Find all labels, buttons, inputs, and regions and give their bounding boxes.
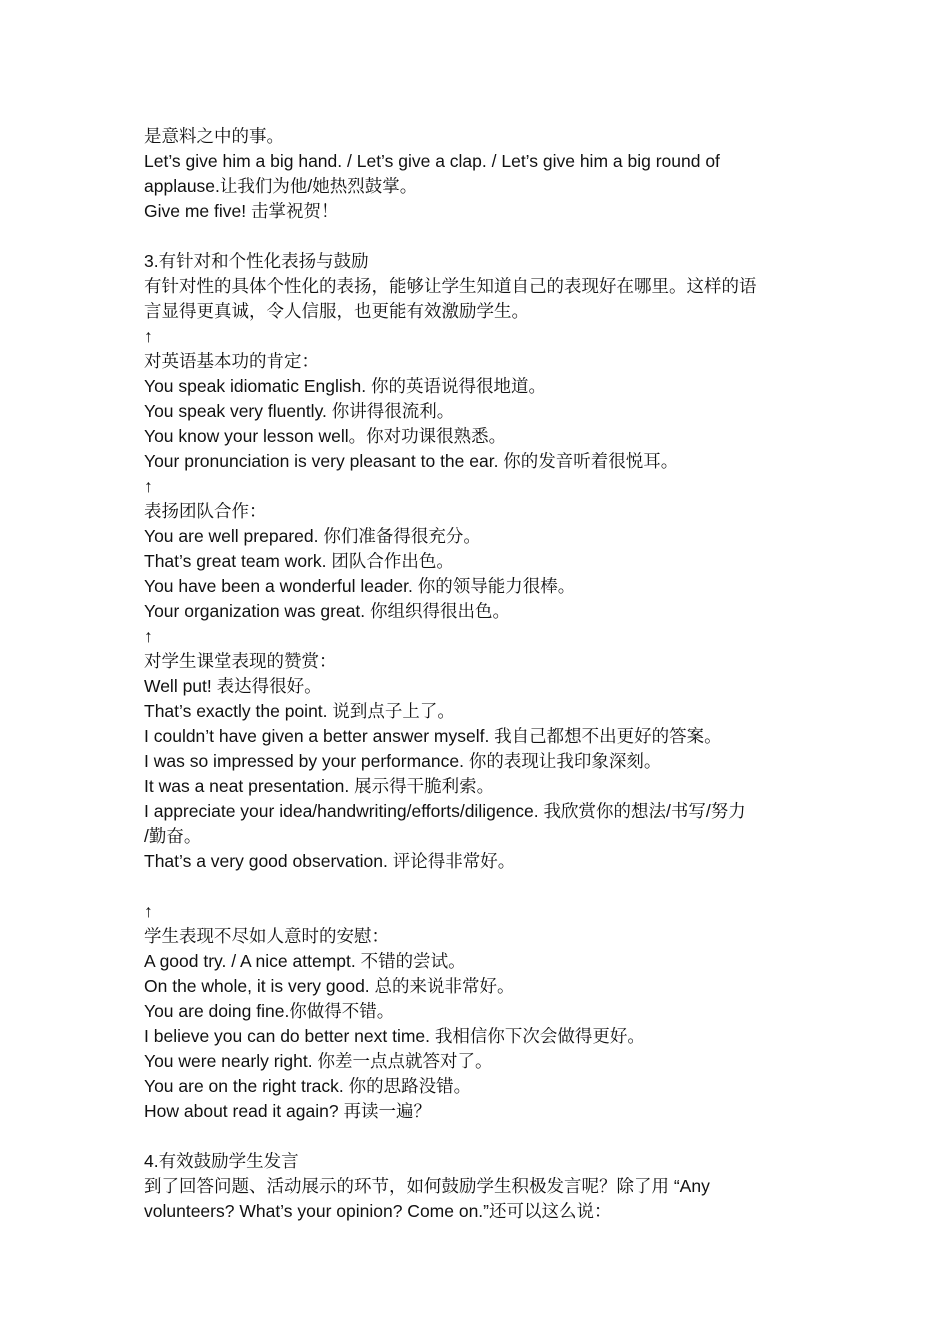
arrow-marker: ↑ [144, 901, 153, 921]
text-line: Your organization was great. 你组织得很出色。 [144, 601, 511, 621]
text-line: I believe you can do better next time. 我相信你下次会做得更好。 [144, 1026, 645, 1046]
text-line: You are doing fine.你做得不错。 [144, 1001, 395, 1021]
blank-line [144, 1124, 824, 1149]
text-line: 是意料之中的事。 [144, 126, 284, 146]
arrow-marker: ↑ [144, 476, 153, 496]
text-line: I appreciate your idea/handwriting/efforts/diligence. 我欣赏你的想法/书写/努力 [144, 801, 746, 821]
text-line: Well put! 表达得很好。 [144, 676, 322, 696]
text-line: 言显得更真诚，令人信服，也更能有效激励学生。 [144, 301, 529, 321]
subsection-heading: 对学生课堂表现的赞赏： [144, 651, 337, 671]
text-line: It was a neat presentation. 展示得干脆利索。 [144, 776, 495, 796]
subsection-heading: 对英语基本功的肯定： [144, 351, 319, 371]
text-line: On the whole, it is very good. 总的来说非常好。 [144, 976, 515, 996]
text-line: You were nearly right. 你差一点点就答对了。 [144, 1051, 493, 1071]
text-line: 到了回答问题、活动展示的环节，如何鼓励学生积极发言呢？除了用 “Any [144, 1176, 710, 1196]
text-line: applause.让我们为他/她热烈鼓掌。 [144, 176, 418, 196]
text-line: You have been a wonderful leader. 你的领导能力很棒。 [144, 576, 576, 596]
subsection-heading: 学生表现不尽如人意时的安慰： [144, 926, 389, 946]
text-line: You are on the right track. 你的思路没错。 [144, 1076, 472, 1096]
blank-line [144, 224, 824, 249]
text-line: You are well prepared. 你们准备得很充分。 [144, 526, 481, 546]
arrow-marker: ↑ [144, 626, 153, 646]
text-line: That’s a very good observation. 评论得非常好。 [144, 851, 516, 871]
document-page [144, 124, 824, 1224]
text-line: You know your lesson well。你对功课很熟悉。 [144, 426, 507, 446]
text-line: Let’s give him a big hand. / Let’s give a clap. / Let’s give him a big round of [144, 151, 720, 171]
blank-line [144, 874, 824, 899]
text-line: How about read it again? 再读一遍？ [144, 1101, 431, 1121]
text-line: 有针对性的具体个性化的表扬，能够让学生知道自己的表现好在哪里。这样的语 [144, 276, 757, 296]
text-line: Your pronunciation is very pleasant to the ear. 你的发音听着很悦耳。 [144, 451, 679, 471]
text-line: /勤奋。 [144, 826, 202, 846]
text-line: That’s great team work. 团队合作出色。 [144, 551, 454, 571]
text-line: You speak idiomatic English. 你的英语说得很地道。 [144, 376, 546, 396]
text-line: Give me five! 击掌祝贺！ [144, 201, 339, 221]
section-heading: 4.有效鼓励学生发言 [144, 1151, 299, 1171]
subsection-heading: 表扬团队合作： [144, 501, 267, 521]
text-line: I couldn’t have given a better answer myself. 我自己都想不出更好的答案。 [144, 726, 722, 746]
text-line: A good try. / A nice attempt. 不错的尝试。 [144, 951, 466, 971]
text-line: I was so impressed by your performance. 你的表现让我印象深刻。 [144, 751, 662, 771]
section-heading: 3.有针对和个性化表扬与鼓励 [144, 251, 369, 271]
text-line: That’s exactly the point. 说到点子上了。 [144, 701, 455, 721]
arrow-marker: ↑ [144, 326, 153, 346]
text-line: You speak very fluently. 你讲得很流利。 [144, 401, 455, 421]
text-line: volunteers? What’s your opinion? Come on.”还可以这么说： [144, 1201, 612, 1221]
